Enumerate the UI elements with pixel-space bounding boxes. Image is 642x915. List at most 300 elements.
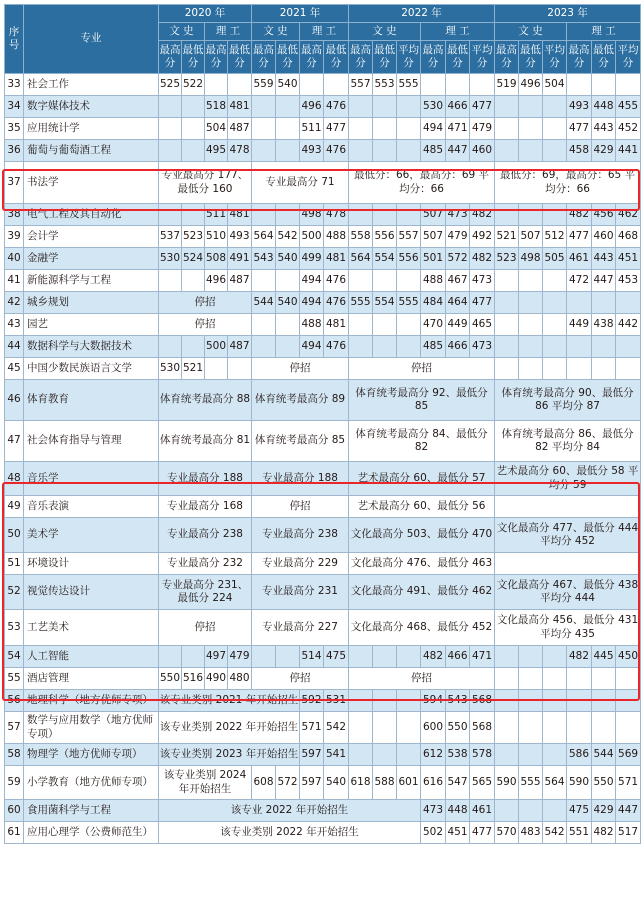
row-number: 50: [5, 518, 24, 553]
score-cell: 522: [182, 74, 205, 96]
merged-note-cell: 该专业类别 2021 年开始招生: [159, 690, 300, 712]
row-number: 34: [5, 96, 24, 118]
avg-header: 平均分: [616, 41, 641, 74]
major-name: 社会体育指导与管理: [24, 421, 159, 462]
score-cell: 451: [616, 248, 641, 270]
avg-header: 平均分: [470, 41, 495, 74]
score-cell: 521: [495, 226, 519, 248]
score-cell: [616, 292, 641, 314]
major-name: 会计学: [24, 226, 159, 248]
score-cell: [616, 690, 641, 712]
score-cell: [182, 204, 205, 226]
score-cell: 482: [567, 204, 592, 226]
score-cell: [349, 336, 373, 358]
score-cell: 467: [446, 270, 470, 292]
score-cell: [349, 646, 373, 668]
score-cell: [397, 744, 421, 766]
score-cell: 485: [421, 336, 446, 358]
score-cell: 494: [300, 270, 324, 292]
score-cell: 482: [470, 248, 495, 270]
score-cell: 511: [300, 118, 324, 140]
major-name: 音乐学: [24, 462, 159, 496]
score-cell: [252, 140, 276, 162]
score-cell: 516: [182, 668, 205, 690]
major-name: 地理科学（地方优师专项）: [24, 690, 159, 712]
min-header: 最低分: [228, 41, 252, 74]
score-cell: [567, 74, 592, 96]
score-cell: 505: [543, 248, 567, 270]
score-cell: [495, 358, 519, 380]
score-cell: 488: [300, 314, 324, 336]
score-cell: 479: [446, 226, 470, 248]
score-cell: 570: [495, 822, 519, 844]
score-cell: 496: [519, 74, 543, 96]
score-cell: 572: [446, 248, 470, 270]
score-cell: [276, 336, 300, 358]
score-cell: [397, 270, 421, 292]
score-cell: 601: [397, 766, 421, 800]
avg-header: 平均分: [543, 41, 567, 74]
score-cell: [519, 204, 543, 226]
score-cell: [159, 336, 182, 358]
score-cell: [228, 358, 252, 380]
admission-score-table: [4, 4, 641, 844]
score-cell: [519, 270, 543, 292]
table-row: [5, 822, 641, 844]
table-body: [5, 74, 641, 844]
score-cell: [543, 336, 567, 358]
score-cell: 478: [324, 204, 349, 226]
score-cell: 487: [228, 336, 252, 358]
score-cell: 477: [567, 226, 592, 248]
merged-note-cell: 专业最高分 168: [159, 496, 252, 518]
merged-note-cell: 体育统考最高分 81: [159, 421, 252, 462]
score-cell: 443: [592, 248, 616, 270]
score-cell: 449: [567, 314, 592, 336]
score-cell: [543, 204, 567, 226]
score-cell: 521: [182, 358, 205, 380]
score-cell: [159, 204, 182, 226]
score-cell: 466: [446, 646, 470, 668]
major-name: 葡萄与葡萄酒工程: [24, 140, 159, 162]
merged-note-cell: 体育统考最高分 90、最低分 86 平均分 87: [495, 380, 641, 421]
min-header: 最低分: [519, 41, 543, 74]
score-cell: 466: [446, 336, 470, 358]
score-cell: 550: [446, 712, 470, 744]
row-number: 60: [5, 800, 24, 822]
major-name: 数字媒体技术: [24, 96, 159, 118]
row-number: 35: [5, 118, 24, 140]
score-cell: [182, 96, 205, 118]
table-row: [5, 380, 641, 421]
score-cell: 571: [300, 712, 324, 744]
score-cell: [252, 270, 276, 292]
score-cell: 597: [300, 766, 324, 800]
score-cell: [519, 800, 543, 822]
table-row: [5, 162, 641, 204]
score-cell: 618: [349, 766, 373, 800]
score-cell: 578: [470, 744, 495, 766]
score-cell: [543, 744, 567, 766]
score-cell: [543, 358, 567, 380]
score-cell: 441: [616, 140, 641, 162]
table-row: [5, 314, 641, 336]
row-number: 47: [5, 421, 24, 462]
table-header: [5, 5, 641, 74]
table-row: [5, 646, 641, 668]
score-cell: 547: [446, 766, 470, 800]
table-row: [5, 358, 641, 380]
score-cell: [543, 118, 567, 140]
merged-note-cell: 体育统考最高分 84、最低分 82: [349, 421, 495, 462]
score-cell: 458: [567, 140, 592, 162]
row-number: 53: [5, 610, 24, 646]
score-cell: 482: [470, 204, 495, 226]
score-cell: [397, 712, 421, 744]
score-cell: [567, 690, 592, 712]
score-cell: [519, 140, 543, 162]
score-cell: [495, 668, 519, 690]
year-2023-header: 2023 年: [495, 5, 641, 23]
score-cell: [252, 118, 276, 140]
merged-note-cell: 体育统考最高分 85: [252, 421, 349, 462]
score-cell: 473: [421, 800, 446, 822]
score-cell: [182, 646, 205, 668]
major-name: 人工智能: [24, 646, 159, 668]
score-cell: 531: [324, 690, 349, 712]
score-cell: 511: [205, 204, 228, 226]
score-cell: 555: [349, 292, 373, 314]
score-cell: 471: [446, 118, 470, 140]
major-name: 社会工作: [24, 74, 159, 96]
score-cell: 449: [446, 314, 470, 336]
row-number: 59: [5, 766, 24, 800]
score-cell: 517: [616, 822, 641, 844]
score-cell: 460: [470, 140, 495, 162]
score-cell: [397, 646, 421, 668]
row-number: 49: [5, 496, 24, 518]
score-cell: 616: [421, 766, 446, 800]
major-name: 应用统计学: [24, 118, 159, 140]
score-cell: 501: [421, 248, 446, 270]
score-cell: [616, 74, 641, 96]
major-name: 书法学: [24, 162, 159, 204]
score-cell: 476: [324, 140, 349, 162]
major-header: 专业: [24, 5, 159, 74]
score-cell: [519, 646, 543, 668]
score-cell: [495, 336, 519, 358]
merged-note-cell: 该专业类别 2023 年开始招生: [159, 744, 300, 766]
score-cell: 550: [159, 668, 182, 690]
score-cell: [495, 204, 519, 226]
score-cell: 477: [470, 822, 495, 844]
score-cell: 502: [421, 822, 446, 844]
score-cell: [159, 96, 182, 118]
merged-note-cell: 停招: [252, 496, 349, 518]
score-cell: 559: [252, 74, 276, 96]
major-name: 物理学（地方优师专项）: [24, 744, 159, 766]
table-row: [5, 270, 641, 292]
score-cell: [567, 292, 592, 314]
score-cell: [397, 690, 421, 712]
row-number: 48: [5, 462, 24, 496]
score-cell: [276, 140, 300, 162]
merged-note-cell: 文化最高分 476、最低分 463: [349, 553, 495, 575]
merged-note-cell: 停招: [252, 668, 349, 690]
score-cell: 476: [324, 270, 349, 292]
score-cell: [349, 690, 373, 712]
score-cell: [495, 800, 519, 822]
score-cell: [592, 292, 616, 314]
score-cell: 554: [373, 292, 397, 314]
score-cell: [276, 118, 300, 140]
score-cell: 480: [228, 668, 252, 690]
score-cell: [592, 74, 616, 96]
merged-note-cell: 该专业 2022 年开始招生: [159, 800, 421, 822]
score-cell: 500: [205, 336, 228, 358]
score-cell: 461: [470, 800, 495, 822]
score-cell: 510: [205, 226, 228, 248]
score-cell: [373, 314, 397, 336]
row-number: 41: [5, 270, 24, 292]
score-cell: 555: [397, 74, 421, 96]
merged-note-cell: 文化最高分 467、最低分 438 平均分 444: [495, 575, 641, 610]
major-name: 音乐表演: [24, 496, 159, 518]
score-cell: [495, 140, 519, 162]
score-cell: 498: [519, 248, 543, 270]
score-cell: 537: [159, 226, 182, 248]
table-row: [5, 204, 641, 226]
year-2020-header: 2020 年: [159, 5, 252, 23]
score-cell: [373, 140, 397, 162]
score-cell: [228, 74, 252, 96]
score-cell: [495, 96, 519, 118]
max-header: 最高分: [421, 41, 446, 74]
score-cell: 551: [567, 822, 592, 844]
score-cell: [373, 744, 397, 766]
score-cell: 590: [567, 766, 592, 800]
score-cell: 540: [276, 74, 300, 96]
score-cell: 472: [567, 270, 592, 292]
major-name: 城乡规划: [24, 292, 159, 314]
score-cell: [567, 358, 592, 380]
score-cell: 492: [470, 226, 495, 248]
score-cell: 594: [421, 690, 446, 712]
score-cell: 497: [205, 646, 228, 668]
score-cell: [567, 336, 592, 358]
score-cell: [276, 314, 300, 336]
major-name: 酒店管理: [24, 668, 159, 690]
score-cell: 468: [616, 226, 641, 248]
score-cell: [182, 140, 205, 162]
score-cell: 488: [324, 226, 349, 248]
score-cell: [592, 336, 616, 358]
li-header: 理 工: [567, 23, 641, 41]
score-cell: 477: [324, 118, 349, 140]
score-cell: [159, 140, 182, 162]
min-header: 最低分: [276, 41, 300, 74]
li-header: 理 工: [421, 23, 495, 41]
score-cell: [276, 646, 300, 668]
score-cell: [543, 292, 567, 314]
score-cell: [252, 646, 276, 668]
score-cell: 507: [421, 226, 446, 248]
score-cell: 496: [300, 96, 324, 118]
major-name: 美术学: [24, 518, 159, 553]
score-cell: [616, 358, 641, 380]
score-cell: 540: [276, 292, 300, 314]
merged-note-cell: 该专业类别 2024 年开始招生: [159, 766, 252, 800]
score-cell: [495, 690, 519, 712]
row-number: 54: [5, 646, 24, 668]
score-cell: [616, 668, 641, 690]
score-cell: 514: [300, 646, 324, 668]
table-row: [5, 248, 641, 270]
score-cell: [519, 744, 543, 766]
score-cell: [519, 712, 543, 744]
score-cell: [373, 712, 397, 744]
major-name: 环境设计: [24, 553, 159, 575]
score-cell: 447: [616, 800, 641, 822]
row-number: 51: [5, 553, 24, 575]
merged-note-cell: 体育统考最高分 88: [159, 380, 252, 421]
score-cell: [397, 204, 421, 226]
table-row: [5, 690, 641, 712]
score-cell: 499: [300, 248, 324, 270]
max-header: 最高分: [159, 41, 182, 74]
score-cell: [373, 690, 397, 712]
score-cell: 504: [205, 118, 228, 140]
score-cell: 542: [276, 226, 300, 248]
score-cell: [182, 336, 205, 358]
score-cell: 466: [446, 96, 470, 118]
score-cell: 456: [592, 204, 616, 226]
row-number: 33: [5, 74, 24, 96]
table-row: [5, 421, 641, 462]
score-cell: [324, 74, 349, 96]
max-header: 最高分: [252, 41, 276, 74]
major-name: 工艺美术: [24, 610, 159, 646]
score-cell: [252, 96, 276, 118]
score-cell: 494: [300, 336, 324, 358]
score-cell: 429: [592, 800, 616, 822]
score-cell: 556: [397, 248, 421, 270]
score-cell: 451: [446, 822, 470, 844]
score-cell: 477: [567, 118, 592, 140]
score-cell: [543, 140, 567, 162]
score-cell: [543, 270, 567, 292]
score-cell: [616, 336, 641, 358]
score-cell: [543, 96, 567, 118]
score-cell: 525: [159, 74, 182, 96]
score-cell: 476: [324, 292, 349, 314]
score-cell: [300, 74, 324, 96]
score-cell: 450: [616, 646, 641, 668]
merged-note-cell: 专业最高分 71: [252, 162, 349, 204]
score-cell: 494: [421, 118, 446, 140]
merged-note-cell: 专业最高分 177、最低分 160: [159, 162, 252, 204]
score-cell: [349, 712, 373, 744]
table-row: [5, 462, 641, 496]
major-name: 新能源科学与工程: [24, 270, 159, 292]
admission-score-table-wrapper: [4, 4, 638, 844]
row-number: 45: [5, 358, 24, 380]
score-cell: 564: [543, 766, 567, 800]
score-cell: [349, 204, 373, 226]
score-cell: 544: [252, 292, 276, 314]
score-cell: 542: [543, 822, 567, 844]
score-cell: 477: [470, 96, 495, 118]
major-name: 金融学: [24, 248, 159, 270]
score-cell: 465: [470, 314, 495, 336]
score-cell: 542: [324, 712, 349, 744]
score-cell: [567, 668, 592, 690]
score-cell: 519: [495, 74, 519, 96]
row-number: 39: [5, 226, 24, 248]
score-cell: 507: [421, 204, 446, 226]
score-cell: 447: [592, 270, 616, 292]
row-number: 58: [5, 744, 24, 766]
row-number: 52: [5, 575, 24, 610]
score-cell: 553: [373, 74, 397, 96]
year-2022-header: 2022 年: [349, 5, 495, 23]
score-cell: [349, 744, 373, 766]
score-cell: 564: [349, 248, 373, 270]
score-cell: [373, 118, 397, 140]
score-cell: [397, 118, 421, 140]
score-cell: 508: [205, 248, 228, 270]
score-cell: 541: [324, 744, 349, 766]
score-cell: 482: [592, 822, 616, 844]
major-name: 体育教育: [24, 380, 159, 421]
major-name: 数学与应用数学（地方优师专项）: [24, 712, 159, 744]
score-cell: 445: [592, 646, 616, 668]
row-number: 37: [5, 162, 24, 204]
score-cell: [373, 646, 397, 668]
score-cell: 496: [205, 270, 228, 292]
merged-note-cell: 体育统考最高分 86、最低分 82 平均分 84: [495, 421, 641, 462]
score-cell: 592: [300, 690, 324, 712]
table-row: [5, 766, 641, 800]
score-cell: 490: [205, 668, 228, 690]
merged-note-cell: 文化最高分 491、最低分 462: [349, 575, 495, 610]
score-cell: 512: [543, 226, 567, 248]
score-cell: 495: [205, 140, 228, 162]
score-cell: [276, 270, 300, 292]
score-cell: 550: [592, 766, 616, 800]
merged-note-cell: 停招: [252, 358, 349, 380]
table-row: [5, 74, 641, 96]
score-cell: 487: [228, 118, 252, 140]
score-cell: 523: [182, 226, 205, 248]
score-cell: 518: [205, 96, 228, 118]
score-cell: 442: [616, 314, 641, 336]
max-header: 最高分: [349, 41, 373, 74]
score-cell: [543, 690, 567, 712]
merged-note-cell: 停招: [159, 610, 252, 646]
table-row: [5, 118, 641, 140]
score-cell: 447: [446, 140, 470, 162]
score-cell: [495, 314, 519, 336]
score-cell: 493: [228, 226, 252, 248]
score-cell: [159, 118, 182, 140]
score-cell: [276, 96, 300, 118]
score-cell: 571: [616, 766, 641, 800]
table-row: [5, 292, 641, 314]
score-cell: [205, 358, 228, 380]
merged-note-cell: 专业最高分 231、最低分 224: [159, 575, 252, 610]
score-cell: [495, 270, 519, 292]
